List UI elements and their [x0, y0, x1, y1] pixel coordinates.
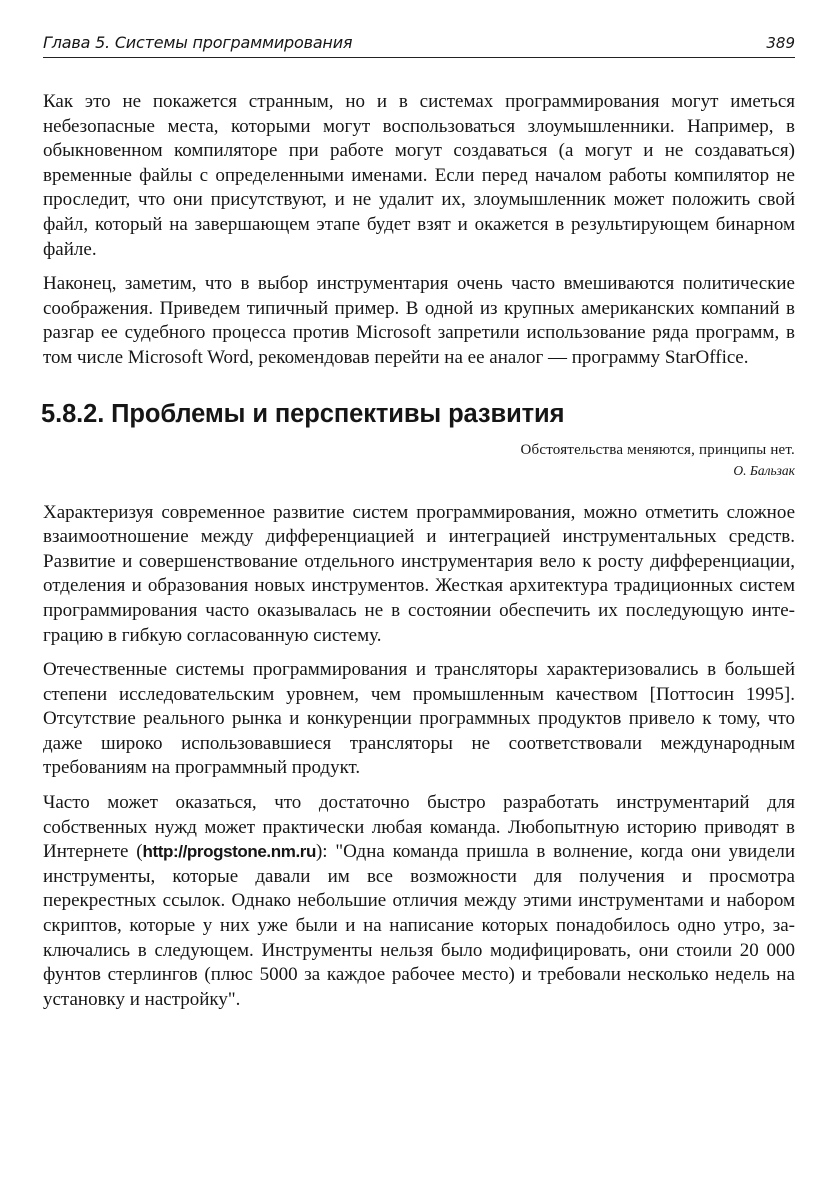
- epigraph: [43, 440, 795, 481]
- epigraph-author: О. Бальзак: [733, 462, 795, 478]
- running-header: [43, 33, 795, 58]
- book-page: [43, 33, 795, 1012]
- paragraph-5-text-end: ): "Одна команда пришла в волнение, когда они увидели инструменты, которые давали им все возможности для получения и просмотра перекрестных ссылок. Однако небольшие отличия между этими инструментами и набором скриптов, которые у них уже были и на написание которых понадобилось одно утро, заключались в следующем. Инструменты нельзя было модифицировать, они стоили 20 000 фунтов стерлингов (плюс 5000 за каждое рабочее место) и требовали несколько недель на установку и настройку".: [43, 841, 795, 1010]
- paragraph-5: [43, 791, 795, 1012]
- section-heading: 5.8.2. Проблемы и перспективы развития: [41, 399, 565, 428]
- paragraph-1: Как это не покажется странным, но и в системах программирования могут иметься небезопасные места, которыми могут воспользоваться злоумышленники. Например, в обыкновенном компиляторе при работе могут создаваться (а могут и не создаваться) временные файлы с определенными именами. Если перед началом работы компилятор не проследит, что они присутствуют, и не удалит их, злоумышленник может положить свой файл, который на завершающем этапе будет взят и окажется в результирующем бинарном файле.: [43, 91, 795, 260]
- chapter-title: Глава 5. Системы программирования: [43, 33, 353, 52]
- paragraph-2: Наконец, заметим, что в выбор инструментария очень часто вмешиваются политические соображения. Приведем типичный пример. В одной из крупных американских компаний в разгар ее судебного процесса против Microsoft запретили использование ряда программ, в том числе Microsoft Word, рекомендовав перейти на ее аналог — программу StarOffice.: [43, 273, 795, 368]
- epigraph-quote: Обстоятельства меняются, принципы нет.: [520, 441, 795, 458]
- paragraph-5-text-start: Часто может оказаться, что достаточно быстро разработать инструментарий для собственных нужд может практически любая команда. Любопытную историю приводят в Интернете (: [43, 792, 795, 863]
- paragraph-4: Отечественные системы программирования и трансляторы характеризовались в большей степени исследовательским уровнем, чем промышленным качеством [Поттосин 1995]. Отсутствие реального рынка и конкуренции программных продуктов привело к тому, что даже широко использовавшиеся трансляторы не соответствовали международным требованиям на программный продукт.: [43, 659, 795, 779]
- paragraph-3: Характеризуя современное развитие систем программирования, можно отметить сложное взаимоотношение между дифференциацией и интеграцией инструментальных средств. Развитие и совершенствование отдельного инструментария вело к росту дифференциации, отделения и образования новых инструментов. Жесткая архитектура традиционных систем программирования часто оказывалась не в состоянии обеспечить их последующую интеграцию в гибкую согласованную систему.: [43, 501, 795, 646]
- url-link: http://progstone.nm.ru: [142, 842, 316, 862]
- page-number: 389: [766, 34, 795, 52]
